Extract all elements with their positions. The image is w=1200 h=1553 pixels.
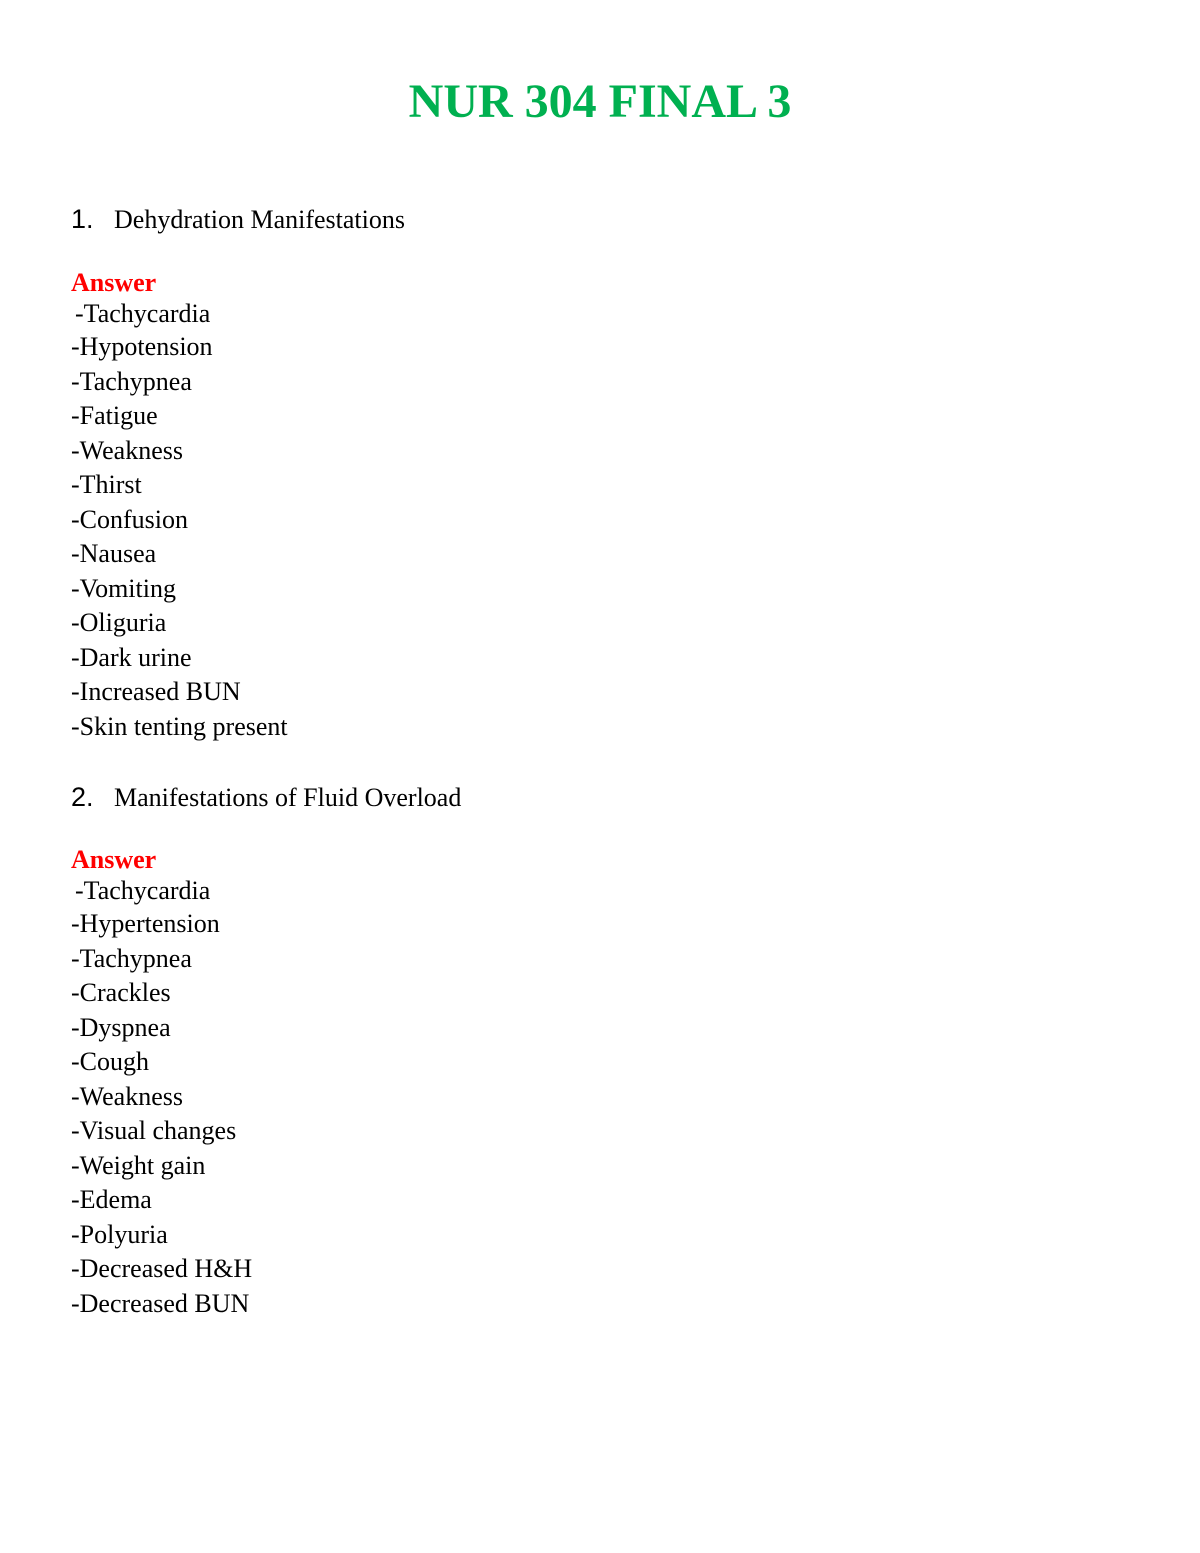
list-item: -Thirst xyxy=(71,470,142,499)
list-item: -Visual changes xyxy=(71,1116,237,1145)
list-item: -Cough xyxy=(71,1047,149,1076)
list-item: -Vomiting xyxy=(71,573,176,603)
answer-label: Answer xyxy=(71,268,157,297)
question-text: Manifestations of Fluid Overload xyxy=(114,783,462,812)
question-1 xyxy=(71,202,405,237)
list-item: -Weight gain xyxy=(71,1150,206,1180)
question-2 xyxy=(71,780,461,815)
list-item: -Dark urine xyxy=(71,642,192,672)
answer-block-2 xyxy=(71,845,252,1321)
list-item: -Tachypnea xyxy=(71,943,192,973)
list-item: -Hypotension xyxy=(71,332,213,361)
answer-block-1 xyxy=(71,268,288,744)
question-number: 1. xyxy=(71,204,94,234)
answer-list xyxy=(71,875,252,1321)
list-item: -Edema xyxy=(71,1185,152,1214)
page-title: NUR 304 FINAL 3 xyxy=(408,75,792,128)
list-item: -Weakness xyxy=(71,1081,183,1111)
answer-list xyxy=(71,298,288,744)
list-item: -Dyspnea xyxy=(71,1012,171,1042)
list-item: -Skin tenting present xyxy=(71,711,288,741)
list-item: -Oliguria xyxy=(71,608,167,637)
list-item: -Fatigue xyxy=(71,401,158,430)
list-item: -Hypertension xyxy=(71,909,220,938)
list-item: -Confusion xyxy=(71,504,188,534)
list-item: -Polyuria xyxy=(71,1219,168,1249)
list-item: -Crackles xyxy=(71,978,171,1007)
question-number: 2. xyxy=(71,782,94,812)
list-item: -Nausea xyxy=(71,539,157,568)
answer-label: Answer xyxy=(71,845,157,874)
list-item: -Decreased H&H xyxy=(71,1254,253,1283)
question-text: Dehydration Manifestations xyxy=(114,205,405,234)
list-item: -Tachycardia xyxy=(75,299,211,328)
list-item: -Tachycardia xyxy=(75,876,211,905)
list-item: -Tachypnea xyxy=(71,366,192,396)
list-item: -Decreased BUN xyxy=(71,1288,250,1318)
list-item: -Weakness xyxy=(71,435,183,465)
list-item: -Increased BUN xyxy=(71,677,241,706)
